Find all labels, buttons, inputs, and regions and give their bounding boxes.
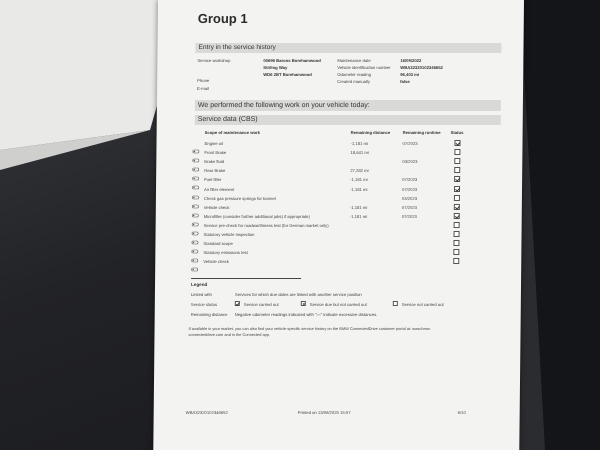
- status-checkbox: [454, 176, 460, 182]
- legend-linked-text: Services for which due dates are linked with another service position: [234, 292, 362, 297]
- maintenance-item-name: Fuel filter: [204, 177, 222, 183]
- entry-label-odometer: Odometer reading: [337, 72, 372, 77]
- status-checkbox: [453, 249, 459, 255]
- portal-note-line-1: If available in your market, you can also find your vehicle-specific service history on the BMW ConnectedDrive customer portal at: www.bmw-: [188, 326, 431, 331]
- footer-printed: Printed on 13/06/2025 15:57: [297, 410, 351, 415]
- cbs-section-header: Service data (CBS): [195, 115, 501, 125]
- remaining-distance: -1,181 mi: [350, 141, 368, 146]
- column-distance: Remaining distance: [350, 130, 391, 135]
- entry-label-email: E-mail: [197, 86, 209, 91]
- legend-remaining-text: Negative odometer readings indicated with "—" indicate excessive distances.: [234, 312, 378, 317]
- maintenance-item-name: Check gas pressure springs for bonnet: [203, 195, 276, 201]
- entry-label-manual: Created manually: [337, 79, 371, 84]
- remaining-runtime: 07/2023: [401, 213, 417, 219]
- status-checkbox: [454, 158, 460, 164]
- column-status: Status: [450, 130, 464, 135]
- maintenance-item-name: Rear Brake: [204, 168, 226, 174]
- status-checkbox: [454, 195, 460, 201]
- workshop-line-2: Stirling Way: [263, 65, 288, 70]
- status-checkbox: [454, 186, 460, 192]
- entry-section-header: Entry in the service history: [195, 43, 501, 53]
- entry-value-vin: WBA32320102346652: [400, 65, 443, 70]
- workshop-line-3: WD6 2BT Borehamwood: [263, 72, 312, 77]
- column-scope: Scope of maintenance work: [204, 130, 261, 135]
- maintenance-item-name: Standard scope: [203, 241, 233, 247]
- legend-checked-box: [235, 301, 240, 306]
- entry-value-manual: false: [400, 79, 410, 84]
- maintenance-item-name: Air filter element: [203, 186, 235, 192]
- work-performed-header: We performed the following work on your vehicle today:: [195, 100, 501, 111]
- status-checkbox: [454, 213, 460, 219]
- service-document-page: [153, 0, 524, 450]
- remaining-runtime: 07/2023: [402, 177, 418, 183]
- maintenance-item-name: Vehicle check: [203, 204, 230, 210]
- air-filter-icon: [192, 187, 200, 192]
- rear-brake-icon: [192, 168, 200, 173]
- legend-divider: [191, 278, 301, 279]
- status-checkbox: [453, 258, 459, 264]
- remaining-runtime: 03/2023: [401, 195, 418, 201]
- brake-fluid-icon: [192, 159, 200, 164]
- remaining-distance: -1,181 mi: [349, 213, 368, 219]
- entry-label-date: Maintenance date: [337, 58, 371, 63]
- remaining-distance: 27,282 mi: [350, 168, 369, 174]
- remaining-runtime: 03/2023: [402, 159, 418, 165]
- legend-due-box: [301, 301, 306, 306]
- vehicle-check-icon: [191, 259, 199, 264]
- column-runtime: Remaining runtime: [402, 130, 441, 135]
- portal-note-line-2: connecteddrive.com and in the Connected app.: [188, 332, 271, 337]
- remaining-runtime: 07/2023: [401, 204, 417, 210]
- workshop-line-1: 00696 Barons Borehamwood: [263, 58, 321, 63]
- remaining-distance: -1,181 mi: [350, 177, 368, 183]
- legend-title: Legend: [190, 282, 208, 287]
- status-checkbox: [454, 231, 460, 237]
- status-checkbox: [453, 240, 459, 246]
- maintenance-item-name: Microfilter (consider further additional jobs) if appropriate): [203, 213, 310, 219]
- status-checkbox: [454, 222, 460, 228]
- vehicle-check-icon: [192, 205, 200, 210]
- remaining-runtime: 07/2023: [402, 141, 418, 146]
- maintenance-item-name: Brake fluid: [204, 159, 225, 165]
- legend-due: Service due but not carried out: [309, 302, 367, 307]
- maintenance-item-name: Statutory emissions test: [203, 250, 248, 256]
- status-checkbox: [454, 140, 460, 146]
- maintenance-item-name: Engine oil: [204, 141, 223, 146]
- footer-page: 6/10: [457, 410, 466, 415]
- group-title: Group 1: [197, 11, 248, 26]
- engine-oil-icon: [192, 141, 200, 146]
- entry-label-vin: Vehicle identification number: [337, 65, 391, 70]
- entry-label-phone: Phone: [197, 78, 210, 83]
- legend-status-label: Service status: [190, 302, 218, 307]
- status-checkbox: [454, 204, 460, 210]
- maintenance-item-name: Front Brake: [204, 150, 227, 156]
- legend-carried-out: Service carried out: [243, 302, 279, 307]
- maintenance-item-name: Statutory vehicle inspection: [203, 232, 255, 237]
- legend-linked-label: Linked with: [190, 292, 212, 297]
- remaining-distance: -1,181 mi: [349, 186, 368, 192]
- inspection-icon: [192, 232, 200, 237]
- entry-value-odometer: 96,403 mi: [400, 72, 420, 77]
- maintenance-item-name: Service pre-check for roadworthiness test (for German market only): [203, 222, 329, 228]
- status-checkbox: [454, 167, 460, 173]
- legend-empty-box: [393, 301, 398, 306]
- entry-value-date: 16/09/2022: [400, 58, 422, 63]
- entry-label-workshop: Service workshop: [197, 58, 231, 63]
- footer-vin: WBA32320102346652: [185, 410, 228, 415]
- emissions-icon: [191, 250, 199, 255]
- remaining-distance: -1,181 mi: [349, 204, 368, 210]
- standard-scope-icon: [191, 241, 199, 246]
- legend-not-carried: Service not carried out: [401, 302, 444, 307]
- remaining-distance: 18,641 mi: [350, 150, 369, 156]
- gas-spring-icon: [192, 196, 200, 201]
- legend-remaining-label: Remaining distance: [190, 312, 228, 317]
- brake-icon: [192, 150, 200, 155]
- pre-check-icon: [192, 223, 200, 228]
- fuel-filter-icon: [192, 177, 200, 182]
- remaining-runtime: 07/2023: [401, 186, 418, 192]
- status-checkbox: [454, 149, 460, 155]
- microfilter-icon: [192, 214, 200, 219]
- maintenance-item-name: Vehicle check: [203, 259, 229, 265]
